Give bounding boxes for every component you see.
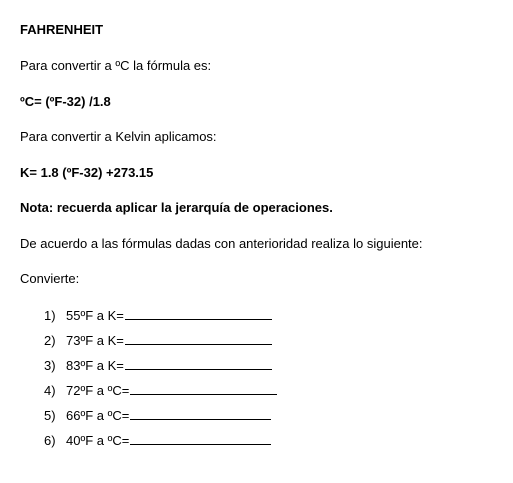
exercise-text: 73ºF a K= bbox=[66, 333, 124, 348]
exercise-item bbox=[44, 407, 271, 423]
answer-blank[interactable] bbox=[130, 432, 271, 445]
exercise-number: 5) bbox=[44, 408, 56, 423]
exercise-text: 66ºF a ºC= bbox=[66, 408, 130, 423]
exercise-text: 40ºF a ºC= bbox=[66, 433, 130, 448]
celsius-intro: Para convertir a ºC la fórmula es: bbox=[20, 58, 212, 73]
exercise-number: 4) bbox=[44, 383, 56, 398]
celsius-formula: ºC= (ºF-32) /1.8 bbox=[20, 94, 111, 109]
exercise-item bbox=[44, 382, 277, 398]
answer-blank[interactable] bbox=[125, 332, 272, 345]
exercise-item bbox=[44, 357, 272, 373]
answer-blank[interactable] bbox=[125, 357, 272, 370]
answer-blank[interactable] bbox=[125, 307, 272, 320]
exercise-text: 55ºF a K= bbox=[66, 308, 124, 323]
exercise-number: 6) bbox=[44, 433, 56, 448]
exercise-item bbox=[44, 432, 271, 448]
answer-blank[interactable] bbox=[130, 382, 277, 395]
convert-label: Convierte: bbox=[20, 271, 80, 286]
page-title: FAHRENHEIT bbox=[20, 22, 104, 37]
answer-blank[interactable] bbox=[130, 407, 271, 420]
exercise-item bbox=[44, 332, 272, 348]
instruction: De acuerdo a las fórmulas dadas con anterioridad realiza lo siguiente: bbox=[20, 236, 423, 251]
exercise-number: 1) bbox=[44, 308, 56, 323]
exercise-number: 3) bbox=[44, 358, 56, 373]
exercise-item bbox=[44, 307, 272, 323]
exercise-text: 72ºF a ºC= bbox=[66, 383, 130, 398]
kelvin-intro: Para convertir a Kelvin aplicamos: bbox=[20, 129, 217, 144]
note: Nota: recuerda aplicar la jerarquía de operaciones. bbox=[20, 200, 333, 215]
kelvin-formula: K= 1.8 (ºF-32) +273.15 bbox=[20, 165, 154, 180]
exercise-number: 2) bbox=[44, 333, 56, 348]
exercise-text: 83ºF a K= bbox=[66, 358, 124, 373]
